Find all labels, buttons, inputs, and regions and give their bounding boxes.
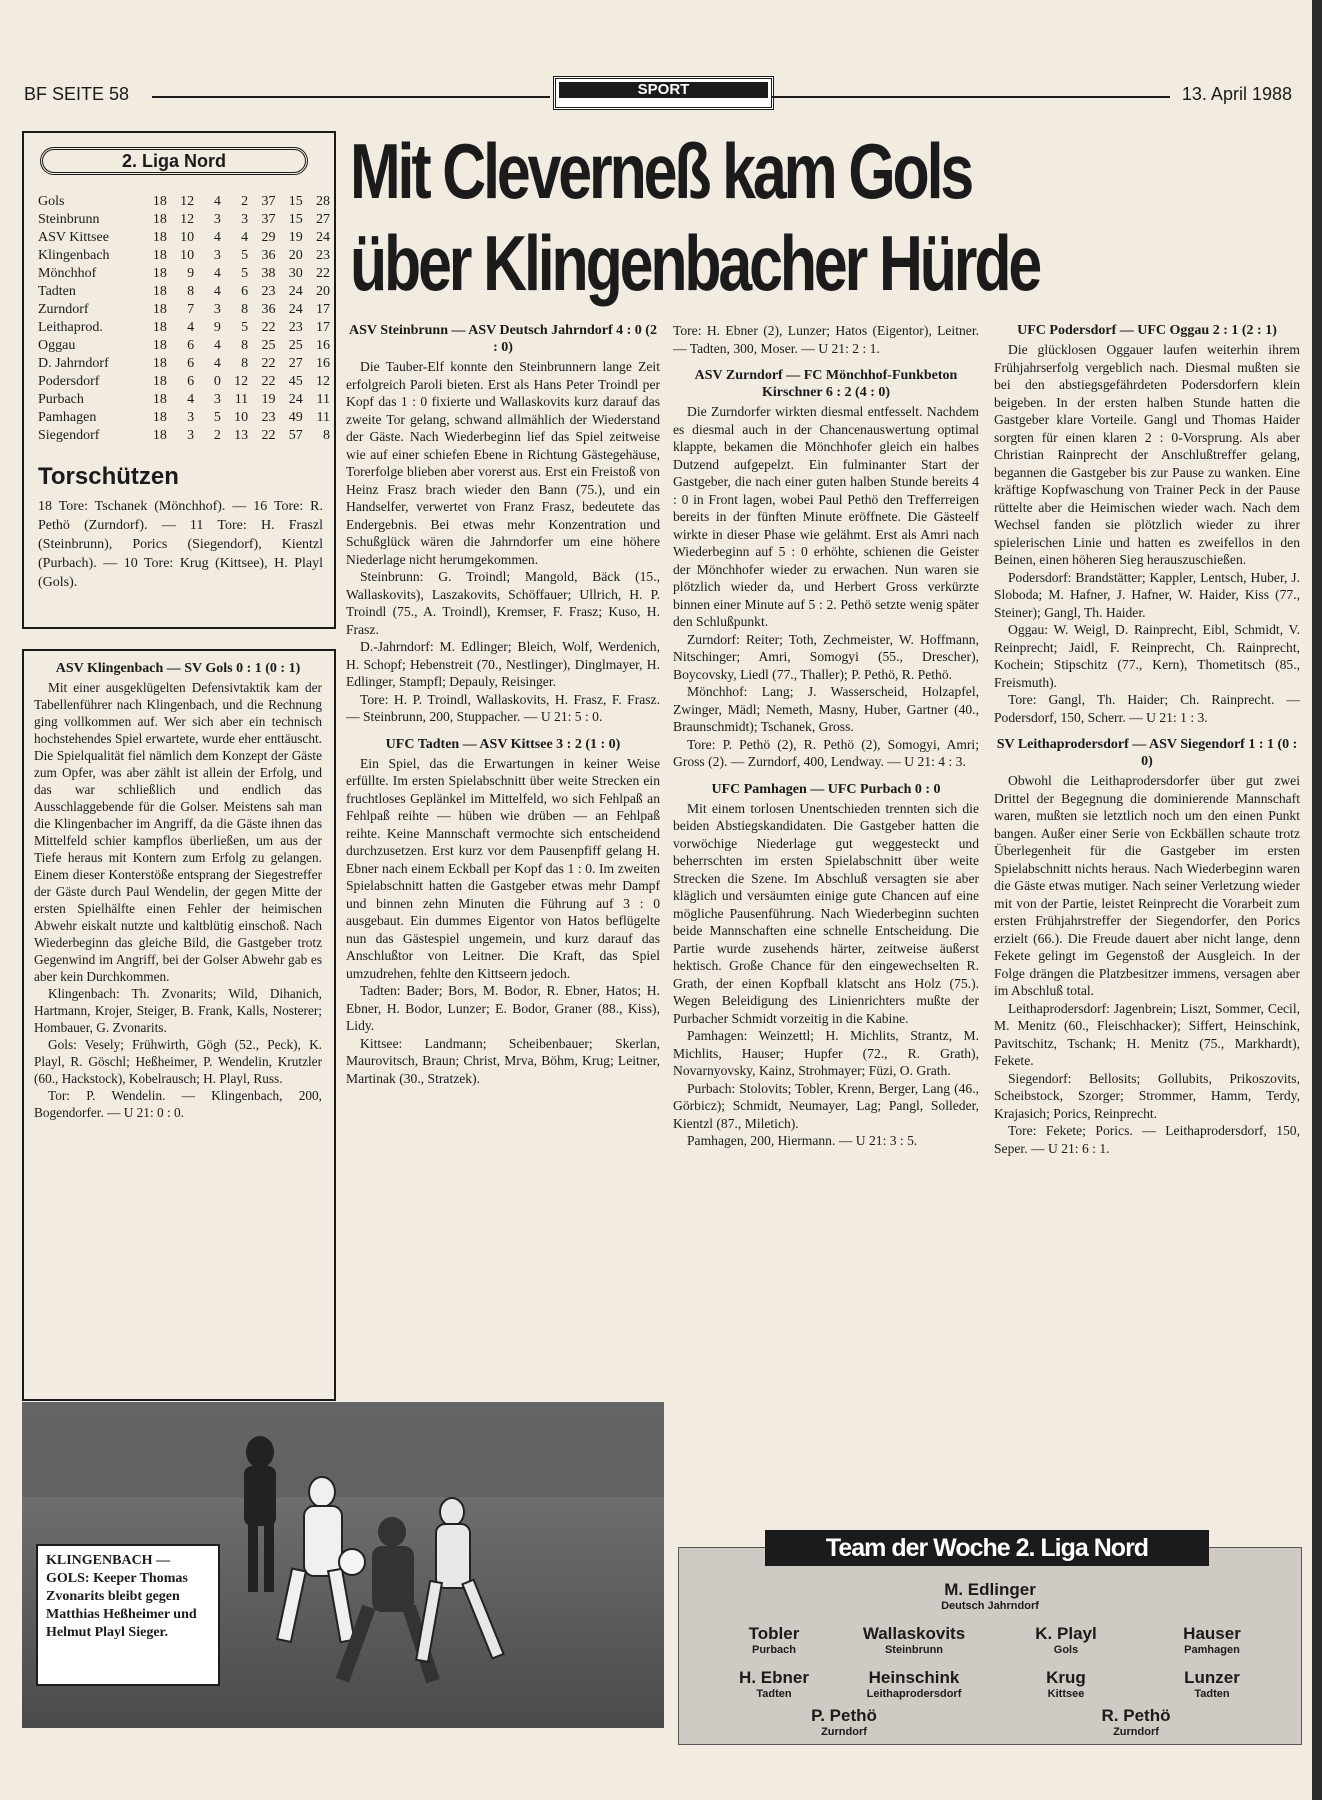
standings-value: 18 <box>152 356 167 371</box>
standings-value: 4 <box>187 320 195 335</box>
standings-value: 22 <box>316 266 330 281</box>
standings-value: 15 <box>288 194 303 209</box>
standings-value: 20 <box>316 284 330 299</box>
standings-value: 13 <box>234 428 249 443</box>
standings-value: 18 <box>152 338 167 353</box>
standings-value: 3 <box>187 410 195 425</box>
standings-value: 6 <box>241 284 249 299</box>
player-club: Steinbrunn <box>884 1644 944 1656</box>
standings-value: 18 <box>152 248 167 263</box>
standings-value: 18 <box>152 320 167 335</box>
standings-row <box>38 283 334 301</box>
standings-row <box>38 229 334 247</box>
standings-row <box>38 355 334 373</box>
standings-row <box>38 247 334 265</box>
standings-value: 4 <box>213 284 221 299</box>
match-result: Tore: H. Ebner (2), Lunzer; Hatos (Eigentor), Leitner. — Tadten, 300, Moser. — U 21: 2 : 1. <box>673 323 979 356</box>
header-rule-left <box>152 96 550 98</box>
standings-team: D. Jahrndorf <box>38 356 109 371</box>
standings-value: 28 <box>316 194 330 209</box>
standings-value: 27 <box>316 212 330 227</box>
article-title: ASV Zurndorf — FC Mönchhof-Funkbeton Kirschner 6 : 2 (4 : 0) <box>694 368 958 400</box>
article-body: Ein Spiel, das die Erwartungen in keiner Weise erfüllte. Im ersten Spielabschnitt über weite Strecken ein fruchtloses Geplänkel im Mittelfeld, wo sich Fehlpaß an Fehlpaß reihte — hüben wie drüben — an Fehlpaß reihte. Keine Mannschaft vermochte sich entscheidend durchzusetzen. Erst kurz vor dem Pausenpfiff gelang H. Ebner nach einem Eckball per Kopf das 1 : 0. Im zweiten Spielabschnitt hatten die Gastgeber etwas mehr Dampf und binnen zehn Minuten die Führung auf 3 : 0 ausgebaut. Ein dummes Eigentor von Hatos beflügelte nun das Gästespiel ungemein, und kurz darauf das Anschlußtor von Leitner. Die Kraft, das Spiel umzudrehen, fehlte den Kittseern jedoch. <box>346 755 660 981</box>
standings-value: 6 <box>187 356 195 371</box>
lineup-home: Steinbrunn: G. Troindl; Mangold, Bäck (15., Wallaskovits), Laszakovits, Schöffauer; Ullrich, H. P. Troindl (75., A. Troindl), Kremser, F. Frasz; Kuso, H. Frasz. <box>346 569 660 637</box>
player-name: Tobler <box>748 1624 800 1643</box>
header-rule-right <box>772 96 1170 98</box>
player-club: Zurndorf <box>821 1726 867 1738</box>
standings-value: 11 <box>316 410 330 425</box>
team-player <box>699 1624 849 1657</box>
match-result: Tore: Gangl, Th. Haider; Ch. Rainprecht. — Podersdorf, 150, Scherr. — U 21: 1 : 3. <box>994 692 1300 725</box>
standings-value: 10 <box>234 410 249 425</box>
standings-value: 17 <box>316 302 330 317</box>
column-4 <box>994 322 1300 1157</box>
standings-value: 5 <box>241 266 249 281</box>
standings-value: 3 <box>213 212 221 227</box>
standings-row <box>38 211 334 229</box>
team-of-week-title: Team der Woche 2. Liga Nord <box>765 1530 1209 1566</box>
player-name: M. Edlinger <box>944 1580 1036 1599</box>
standings-value: 9 <box>213 320 221 335</box>
team-player <box>1137 1668 1287 1701</box>
standings-value: 5 <box>241 248 249 263</box>
standings-team: Podersdorf <box>38 374 100 389</box>
article-title: UFC Podersdorf — UFC Oggau 2 : 1 (2 : 1) <box>1017 323 1277 338</box>
standings-row <box>38 391 334 409</box>
standings-value: 18 <box>152 194 167 209</box>
article-body: Die Tauber-Elf konnte den Steinbrunnern lange Zeit erfolgreich Paroli bieten. Erst als Hans Peter Troindl per Kopf das 1 : 0 fixierte und Wallaskovits kurz darauf das zweite Tor gelang, schwand allmählich der Wiederstand der Gäste. Nach Wiederbeginn lief das Spiel zeitweise wie auf einer schiefen Ebene in Richtung Gästegehäuse, Torerfolge blieben aber vorerst aus. Erst ein Freistoß von Heinz Frasz brach wieder den Bann (75.), und ein Handselfer, verwertet von Franz Frasz, bedeutete das Endergebnis. Bei etwas mehr Konzentration und Schußglück wären die Jahrndorfer um eine höhere Niederlage nicht herumgekommen. <box>346 359 660 567</box>
lineup-home: Tadten: Bader; Bors, M. Bodor, R. Ebner, Hatos; H. Ebner, H. Bodor, Lunzer; E. Bodor, Graner (88., Kiss), Lidy. <box>346 983 660 1033</box>
lineup-away: Gols: Vesely; Frühwirth, Gögh (52., Peck), K. Playl, R. Göschl; Heßheimer, P. Wendelin, Krutzler (60., Hackstock), Kobelrausch; H. Playl, Russ. <box>34 1037 322 1086</box>
match-result: Tore: H. P. Troindl, Wallaskovits, H. Frasz, F. Frasz. — Steinbrunn, 200, Stuppacher. — U 21: 5 : 0. <box>346 691 660 724</box>
standings-value: 10 <box>180 230 195 245</box>
lineup-home: Leithaprodersdorf: Jagenbrein; Liszt, Sommer, Cecil, M. Menitz (60., Fleischhacker); Siffert, Heinschink, Pavitschitz, Tschank; H. Menitz (75., Markhardt), Fekete. <box>994 1000 1300 1068</box>
standings-row <box>38 373 334 391</box>
team-of-week-box <box>678 1534 1302 1745</box>
player-name: Wallaskovits <box>862 1624 966 1643</box>
standings-value: 12 <box>180 212 195 227</box>
standings-value: 11 <box>316 392 330 407</box>
team-player <box>839 1624 989 1657</box>
player-club: Kittsee <box>1047 1688 1085 1700</box>
standings-value: 18 <box>152 284 167 299</box>
standings-value: 30 <box>288 266 303 281</box>
standings-team: Leithaprod. <box>38 320 103 335</box>
standings-value: 36 <box>261 302 276 317</box>
standings-value: 5 <box>213 410 221 425</box>
team-player <box>991 1668 1141 1701</box>
standings-value: 3 <box>187 428 195 443</box>
standings-value: 3 <box>213 392 221 407</box>
standings-value: 4 <box>213 230 221 245</box>
lineup-home: Zurndorf: Reiter; Toth, Zechmeister, W. Hoffmann, Nitschinger; Amri, Somogyi (55., Drescher), Boycovsky, Liedl (77., Thaller); P. Pethö, R. Pethö. <box>673 631 979 682</box>
standings-value: 3 <box>213 248 221 263</box>
team-player <box>1061 1706 1211 1739</box>
team-player <box>1137 1624 1287 1657</box>
standings-value: 45 <box>288 374 303 389</box>
lineup-home: Klingenbach: Th. Zvonarits; Wild, Dihanich, Hartmann, Krojer, Steiger, B. Frank, Kalls, Nosterer; Hombauer, G. Zvonarits. <box>34 986 322 1035</box>
player-name: Heinschink <box>868 1668 960 1687</box>
standings-team: Purbach <box>38 392 84 407</box>
standings-value: 8 <box>241 302 249 317</box>
player-club: Leithaprodersdorf <box>866 1688 962 1700</box>
match-result: Tore: Fekete; Porics. — Leithaprodersdorf, 150, Seper. — U 21: 6 : 1. <box>994 1123 1300 1156</box>
standings-value: 37 <box>261 194 276 209</box>
standings-value: 18 <box>152 266 167 281</box>
standings-value: 23 <box>261 410 276 425</box>
standings-value: 2 <box>213 428 221 443</box>
standings-table <box>38 193 334 445</box>
match-result: Pamhagen, 200, Hiermann. — U 21: 3 : 5. <box>687 1133 918 1148</box>
player-name: Lunzer <box>1184 1668 1240 1687</box>
standings-value: 4 <box>213 356 221 371</box>
standings-value: 24 <box>288 302 303 317</box>
article-title: ASV Klingenbach — SV Gols 0 : 1 (0 : 1) <box>55 661 301 676</box>
standings-row <box>38 265 334 283</box>
standings-team: Mönchhof <box>38 266 97 281</box>
player-club: Gols <box>1053 1644 1079 1656</box>
lineup-away: Kittsee: Landmann; Scheibenbauer; Skerlan, Maurovitsch, Braun; Christ, Mrva, Böhm, Krug; Leitner, Martinak (30., Stratzek). <box>346 1035 660 1086</box>
article-title: SV Leithaprodersdorf — ASV Siegendorf 1 : 1 (0 : 0) <box>996 737 1298 769</box>
standings-value: 4 <box>213 266 221 281</box>
standings-value: 10 <box>180 248 195 263</box>
standings-team: Tadten <box>38 284 76 299</box>
player-name: K. Playl <box>1035 1624 1097 1643</box>
standings-value: 22 <box>261 374 276 389</box>
team-player <box>839 1668 989 1701</box>
standings-value: 4 <box>187 392 195 407</box>
standings-value: 4 <box>213 194 221 209</box>
standings-value: 12 <box>180 194 195 209</box>
standings-team: Pamhagen <box>38 410 97 425</box>
standings-value: 6 <box>187 374 195 389</box>
standings-value: 23 <box>316 248 330 263</box>
standings-value: 22 <box>261 356 276 371</box>
match-result: Tore: P. Pethö (2), R. Pethö (2), Somogyi, Amri; Gross (2). — Zurndorf, 400, Lendway. — U 21: 4 : 3. <box>673 736 979 769</box>
standings-value: 11 <box>234 392 249 407</box>
standings-row <box>38 337 334 355</box>
article-body: Mit einem torlosen Unentschieden trennten sich die beiden Abstiegskandidaten. Die Gastgeber hatten die vorwöchige Niederlage gut weggesteckt und beherrschten im ersten Spielabschnitt über weite Strecken die Szene. Im Abschluß versagten sie aber kläglich und versäumten einige gute Chancen auf eine mögliche Pausenführung. Nach Wiederbeginn suchten beide Mannschaften eine schnelle Entscheidung. Die Partie wurde zusehends härter, zeitweise äußerst hektisch. Große Chance für den eingewechselten R. Grath, der einen Kopfball klatscht ans Holz (75.). Wegen Beleidigung des Linienrichters mußte der Purbacher Schmidt vorzeitig in die Kabine. <box>673 800 979 1026</box>
standings-value: 38 <box>261 266 276 281</box>
standings-value: 18 <box>152 410 167 425</box>
player-club: Zurndorf <box>1113 1726 1159 1738</box>
team-player <box>991 1624 1141 1657</box>
lineup-away: Mönchhof: Lang; J. Wasserscheid, Holzapfel, Zwinger, Mädl; Nemeth, Masny, Huber, Gartner (40., Braunschmidt); Tschanek, Gross. <box>673 684 979 734</box>
headline-line-2: über Klingenbacher Hürde <box>350 219 1040 307</box>
column-2 <box>346 322 660 1087</box>
player-name: R. Pethö <box>1101 1706 1171 1725</box>
player-name: Hauser <box>1183 1624 1241 1643</box>
standings-value: 49 <box>288 410 303 425</box>
standings-value: 16 <box>316 338 330 353</box>
column-3 <box>673 322 979 1150</box>
standings-value: 36 <box>261 248 276 263</box>
standings-value: 9 <box>187 266 195 281</box>
player-club: Pamhagen <box>1184 1644 1240 1656</box>
standings-row <box>38 427 334 445</box>
article-klingenbach <box>34 660 322 1121</box>
standings-team: Oggau <box>38 338 76 353</box>
standings-value: 37 <box>261 212 276 227</box>
section-label: SPORT <box>559 82 768 98</box>
standings-value: 20 <box>288 248 303 263</box>
standings-team: Zurndorf <box>38 302 89 317</box>
team-player <box>699 1668 849 1701</box>
page-binding-edge <box>1312 0 1322 1800</box>
article-title: UFC Pamhagen — UFC Purbach 0 : 0 <box>711 781 941 797</box>
article-title: ASV Steinbrunn — ASV Deutsch Jahrndorf 4 : 0 (2 : 0) <box>349 323 657 355</box>
standings-value: 8 <box>241 356 249 371</box>
standings-value: 4 <box>241 230 249 245</box>
standings-value: 22 <box>261 320 276 335</box>
player-club: Tadten <box>756 1688 792 1700</box>
page-label: BF SEITE 58 <box>24 84 130 104</box>
standings-value: 8 <box>323 428 330 443</box>
article-body: Die glücklosen Oggauer laufen weiterhin ihrem Frühjahrserfolg vergeblich nach. Diesmal mußten sie bei den abstiegsgefährdeten Podersdorfern klein beigeben. In der ersten halben Stunde hatten die Gastgeber klare Vorteile. Gangl und Thomas Haider sorgten für einen klaren 2 : 0-Vorsprung. Als aber Christian Rainprecht der Anschlußtreffer gelang, begannen die Gastgeber bis zur Pause zu wanken. Eine kräftige Kopfwaschung von Trainer Peck in der Pause rüttelte aber die Heimischen wieder wach. Nach dem Wechsel fanden sie plötzlich wieder zu ihrer spielerischen Linie und hatten es zweifellos in den Beinen, einen höheren Sieg herauszuschießen. <box>994 342 1300 567</box>
standings-team: Steinbrunn <box>38 212 100 227</box>
player-name: P. Pethö <box>811 1706 877 1725</box>
player-club: Deutsch Jahrndorf <box>941 1600 1039 1612</box>
lineup-away: Purbach: Stolovits; Tobler, Krenn, Berger, Lang (46., Görbicz); Schmidt, Neumayer, Lag; Pangl, Solleder, Kientzl (87., Miletich). <box>673 1080 979 1131</box>
player-name: Krug <box>1046 1668 1086 1687</box>
player-club: Tadten <box>1194 1688 1230 1700</box>
lineup-home: Pamhagen: Weinzettl; H. Michlits, Strantz, M. Michlits, Hauser; Hupfer (72., R. Grath), Novarnyovsky, Kainz, Strohmayer; Füzi, O. Grath. <box>673 1028 979 1078</box>
standings-value: 18 <box>152 392 167 407</box>
scorers-title: Torschützen <box>38 463 179 490</box>
standings-value: 18 <box>152 230 167 245</box>
standings-value: 18 <box>152 428 167 443</box>
standings-team: Klingenbach <box>38 248 110 263</box>
standings-value: 3 <box>213 302 221 317</box>
standings-value: 7 <box>187 302 195 317</box>
standings-row <box>38 301 334 319</box>
standings-value: 19 <box>288 230 303 245</box>
section-label-box <box>553 76 774 110</box>
standings-team: ASV Kittsee <box>38 230 109 245</box>
standings-row <box>38 409 334 427</box>
lineup-away: D.-Jahrndorf: M. Edlinger; Bleich, Wolf, Werdenich, H. Schopf; Hebenstreit (70., Nestlinger), Dinglmayer, H. Edlinger, Stampfl; Depauly, Reisinger. <box>346 639 660 689</box>
standings-value: 24 <box>288 392 303 407</box>
standings-value: 27 <box>288 356 303 371</box>
headline-line-1: Mit Cleverneß kam Gols <box>350 127 972 215</box>
standings-value: 0 <box>213 374 221 389</box>
match-result: Tor: P. Wendelin. — Klingenbach, 200, Bogendorfer. — U 21: 0 : 0. <box>34 1088 322 1120</box>
standings-team: Siegendorf <box>38 428 100 443</box>
team-player <box>915 1580 1065 1613</box>
standings-value: 22 <box>261 428 276 443</box>
article-title: UFC Tadten — ASV Kittsee 3 : 2 (1 : 0) <box>385 736 621 752</box>
standings-value: 8 <box>187 284 195 299</box>
article-body: Mit einer ausgeklügelten Defensivtaktik kam der Tabellenführer nach Klingenbach, und die Rechnung ging vollkommen auf. Wer sich aber ein technisch hochstehendes Spiel erwartete, wurde eher enttäuscht. Die Spielqualität fiel nämlich dem Konzept der Gäste zum Opfer, was aber zählt ist allein der Erfolg, und das war schließlich und endlich das Ausschlaggebende für die Golser. Meistens sah man die Klingenbacher im Angriff, da die Gäste ihnen das Mittelfeld schier kampflos überließen, um aus der Tiefe heraus mit Kontern zum Erfolg zu gelangen. Einem dieser Konterstöße entsprang der Siegestreffer der Gäste durch Paul Wendelin, der gegen Mitte der ersten Spielhälfte einen Fehler der heimischen Abwehr eiskalt nutzte und kaltblütig einschoß. Nach Wiederbeginn das gleiche Bild, die Gastgeber trotz Gegenwind im Angriff, bei der Golser Abwehr gab es aber kein Durchkommen. <box>34 680 322 984</box>
standings-value: 3 <box>241 212 249 227</box>
standings-value: 8 <box>241 338 249 353</box>
standings-box <box>22 131 336 629</box>
standings-value: 12 <box>234 374 249 389</box>
standings-row <box>38 193 334 211</box>
standings-value: 18 <box>152 374 167 389</box>
standings-title: 2. Liga Nord <box>40 147 308 175</box>
lineup-away: Oggau: W. Weigl, D. Rainprecht, Eibl, Schmidt, V. Reinprecht; Jaidl, F. Reinprecht, Ch. Rainprecht, Kochein; Stipschitz (77., Kern), Thometitsch (85., Freismuth). <box>994 622 1300 690</box>
team-player <box>769 1706 919 1739</box>
standings-value: 24 <box>288 284 303 299</box>
standings-row <box>38 319 334 337</box>
standings-value: 2 <box>241 194 249 209</box>
player-club: Purbach <box>751 1644 796 1656</box>
photo-caption: KLINGENBACH — GOLS: Keeper Thomas Zvonarits bleibt gegen Matthias Heßheimer und Helmut Playl Sieger. <box>36 1544 220 1686</box>
standings-value: 19 <box>261 392 276 407</box>
article-body: Obwohl die Leithaprodersdorfer über gut zwei Drittel der Begegnung die dominierende Mannschaft waren, mußten sie letztlich noch um den einen Punkt bangen. Außer einer Serie von Eckbällen schaute trotz Überlegenheit für die Gastgeber im ersten Spielabschnitt nichts heraus. Nach Wiederbeginn waren die Gäste etwas mutiger. Nach seiner Verletzung wieder mit von der Partie, leistet Reinprecht die Vorarbeit zum ersten Frühjahrstreffer der Siegendorfer, den Porics erzielt (66.). Die Freude dauert aber nicht lange, denn Fekete gelingt im Gegenstoß der Ausgleich. In der Folge drängen die Platzbesitzer immens, versagen aber im Abschluß total. <box>994 773 1300 998</box>
standings-value: 6 <box>187 338 195 353</box>
standings-value: 4 <box>213 338 221 353</box>
article-body: Die Zurndorfer wirkten diesmal entfesselt. Nachdem es diesmal auch in der Chancenauswertung optimal klappte, bekamen die Mönchhofer gleich ein halbes Dutzend aufgepelzt. Ein fulminanter Start der Gastgeber, die nach einer guten halben Stunde bereits 4 : 0 in Front lagen, wobei Paul Pethö den Trefferreigen bereits in der fünften Minute eröffnete. Die Gästeelf wirkte in dieser Phase wie gelähmt. Erst als Amri nach Wiederbeginn auf 5 : 0 erhöhte, schienen die Geister der Mönchhofer wieder zu erwachen. Nun waren sie plötzlich wieder da, und Herbert Gross verkürzte binnen einer Minute auf 5 : 2. Pethö setzte wenig später den Schlußpunkt. <box>673 404 979 629</box>
scorers-text: 18 Tore: Tschanek (Mönchhof). — 16 Tore: R. Pethö (Zurndorf). — 11 Tore: H. Fraszl (Steinbrunn), Porics (Siegendorf), Kientzl (Purbach). — 10 Tore: Krug (Kittsee), H. Playl (Gols). <box>38 499 323 590</box>
lineup-away: Siegendorf: Bellosits; Gollubits, Prikoszovits, Scheibstock, Szorger; Strommer, Hamm, Terdy, Krajasich; Porics, Reinprecht. <box>994 1070 1300 1121</box>
standings-value: 29 <box>261 230 276 245</box>
standings-value: 25 <box>288 338 303 353</box>
issue-date: 13. April 1988 <box>1181 84 1292 104</box>
standings-value: 25 <box>261 338 276 353</box>
standings-value: 16 <box>316 356 330 371</box>
standings-team: Gols <box>38 194 65 209</box>
standings-value: 15 <box>288 212 303 227</box>
standings-value: 17 <box>316 320 330 335</box>
standings-value: 18 <box>152 302 167 317</box>
standings-value: 23 <box>261 284 276 299</box>
standings-value: 12 <box>316 374 330 389</box>
player-name: H. Ebner <box>739 1668 809 1687</box>
standings-value: 5 <box>241 320 249 335</box>
standings-value: 24 <box>316 230 330 245</box>
standings-value: 57 <box>288 428 303 443</box>
standings-value: 18 <box>152 212 167 227</box>
standings-value: 23 <box>288 320 303 335</box>
lineup-home: Podersdorf: Brandstätter; Kappler, Lentsch, Huber, J. Sloboda; M. Hafner, J. Hafner, W. Haider, Kiss (77., Steiner); Gangl, Th. Haider. <box>994 569 1300 620</box>
